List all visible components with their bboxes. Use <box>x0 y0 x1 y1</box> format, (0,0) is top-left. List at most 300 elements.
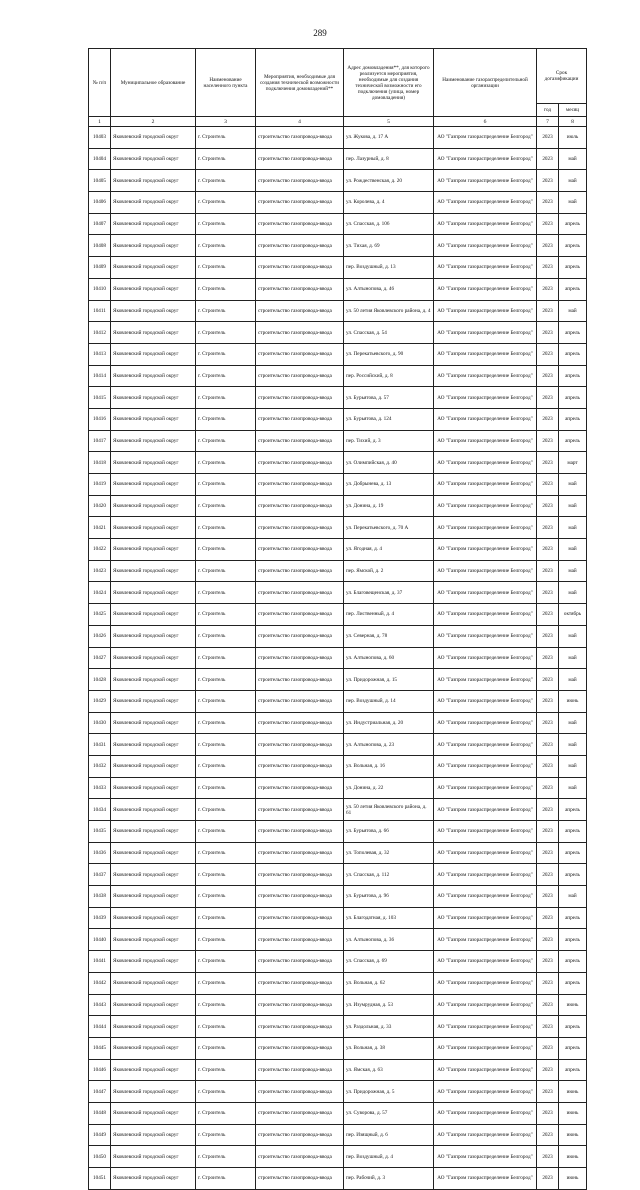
row-municipality: Яковлевский городской округ <box>111 907 196 929</box>
row-number: 10423 <box>89 560 111 582</box>
table-row <box>89 951 587 973</box>
row-month: июнь <box>559 1102 587 1124</box>
row-org: АО "Газпром газораспределение Белгород" <box>434 452 537 474</box>
row-number: 10421 <box>89 517 111 539</box>
row-number: 10417 <box>89 430 111 452</box>
row-measure: строительство газопровода-ввода <box>256 929 344 951</box>
row-address: пер. Лиственный, д. 4 <box>344 604 434 626</box>
row-month: апрель <box>559 408 587 430</box>
row-municipality: Яковлевский городской округ <box>111 799 196 821</box>
row-municipality: Яковлевский городской округ <box>111 192 196 214</box>
row-measure: строительство газопровода-ввода <box>256 951 344 973</box>
row-year: 2023 <box>537 951 559 973</box>
row-org: АО "Газпром газораспределение Белгород" <box>434 777 537 799</box>
row-year: 2023 <box>537 712 559 734</box>
row-municipality: Яковлевский городской округ <box>111 604 196 626</box>
row-measure: строительство газопровода-ввода <box>256 734 344 756</box>
table-row <box>89 257 587 279</box>
table-row <box>89 408 587 430</box>
row-number: 10444 <box>89 1016 111 1038</box>
row-address: ул. Ямская, д. 63 <box>344 1059 434 1081</box>
col-number-1: 1 <box>89 117 111 127</box>
row-address: ул. Бурьятова, д. 57 <box>344 387 434 409</box>
row-number: 10410 <box>89 278 111 300</box>
table-row <box>89 148 587 170</box>
row-address: ул. Алтынопова, д. 60 <box>344 647 434 669</box>
row-month: май <box>559 192 587 214</box>
row-municipality: Яковлевский городской округ <box>111 235 196 257</box>
row-number: 10448 <box>89 1102 111 1124</box>
row-year: 2023 <box>537 1037 559 1059</box>
row-month: апрель <box>559 1059 587 1081</box>
row-year: 2023 <box>537 539 559 561</box>
row-address: ул. 50 летия Яковлевского района, д. 4 <box>344 300 434 322</box>
table-row <box>89 1037 587 1059</box>
row-year: 2023 <box>537 690 559 712</box>
row-number: 10441 <box>89 951 111 973</box>
row-municipality: Яковлевский городской округ <box>111 734 196 756</box>
row-locality: г. Строитель <box>196 1102 256 1124</box>
row-municipality: Яковлевский городской округ <box>111 951 196 973</box>
table-row <box>89 1168 587 1190</box>
row-municipality: Яковлевский городской округ <box>111 1146 196 1168</box>
row-org: АО "Газпром газораспределение Белгород" <box>434 712 537 734</box>
table-row <box>89 235 587 257</box>
row-address: ул. Бурьятова, д. 124 <box>344 408 434 430</box>
row-municipality: Яковлевский городской округ <box>111 647 196 669</box>
row-org: АО "Газпром газораспределение Белгород" <box>434 170 537 192</box>
row-measure: строительство газопровода-ввода <box>256 972 344 994</box>
col-number-4: 4 <box>256 117 344 127</box>
row-measure: строительство газопровода-ввода <box>256 452 344 474</box>
row-measure: строительство газопровода-ввода <box>256 148 344 170</box>
row-measure: строительство газопровода-ввода <box>256 192 344 214</box>
row-month: июнь <box>559 994 587 1016</box>
row-locality: г. Строитель <box>196 647 256 669</box>
row-locality: г. Строитель <box>196 127 256 149</box>
row-number: 10422 <box>89 539 111 561</box>
row-address: ул. Северная, д. 78 <box>344 625 434 647</box>
row-municipality: Яковлевский городской округ <box>111 669 196 691</box>
row-locality: г. Строитель <box>196 604 256 626</box>
table-row <box>89 755 587 777</box>
col-number-8: 8 <box>559 117 587 127</box>
row-measure: строительство газопровода-ввода <box>256 712 344 734</box>
row-month: май <box>559 170 587 192</box>
row-number: 10433 <box>89 777 111 799</box>
table-row <box>89 604 587 626</box>
row-year: 2023 <box>537 1146 559 1168</box>
row-year: 2023 <box>537 1081 559 1103</box>
table-row <box>89 1124 587 1146</box>
row-org: АО "Газпром газораспределение Белгород" <box>434 886 537 908</box>
row-measure: строительство газопровода-ввода <box>256 1168 344 1190</box>
row-month: май <box>559 669 587 691</box>
header-num: № п/п <box>89 49 111 117</box>
row-municipality: Яковлевский городской округ <box>111 1016 196 1038</box>
table-row <box>89 387 587 409</box>
row-measure: строительство газопровода-ввода <box>256 365 344 387</box>
row-municipality: Яковлевский городской округ <box>111 560 196 582</box>
row-year: 2023 <box>537 1102 559 1124</box>
row-address: ул. Спасская, д. 54 <box>344 322 434 344</box>
table-row <box>89 1102 587 1124</box>
row-month: май <box>559 474 587 496</box>
row-org: АО "Газпром газораспределение Белгород" <box>434 343 537 365</box>
row-address: пер. Воздушный, д. 14 <box>344 690 434 712</box>
row-org: АО "Газпром газораспределение Белгород" <box>434 951 537 973</box>
table-row <box>89 343 587 365</box>
row-org: АО "Газпром газораспределение Белгород" <box>434 582 537 604</box>
row-month: апрель <box>559 343 587 365</box>
row-year: 2023 <box>537 278 559 300</box>
row-month: апрель <box>559 951 587 973</box>
row-number: 10428 <box>89 669 111 691</box>
table-row <box>89 474 587 496</box>
row-org: АО "Газпром газораспределение Белгород" <box>434 734 537 756</box>
row-year: 2023 <box>537 127 559 149</box>
table-row <box>89 300 587 322</box>
row-month: май <box>559 712 587 734</box>
row-year: 2023 <box>537 452 559 474</box>
row-municipality: Яковлевский городской округ <box>111 712 196 734</box>
header-measures: Мероприятия, необходимые для создания технической возможности подключения домовладений** <box>256 49 344 117</box>
row-number: 10411 <box>89 300 111 322</box>
row-month: май <box>559 300 587 322</box>
row-municipality: Яковлевский городской округ <box>111 257 196 279</box>
row-measure: строительство газопровода-ввода <box>256 1016 344 1038</box>
row-month: март <box>559 452 587 474</box>
row-measure: строительство газопровода-ввода <box>256 907 344 929</box>
row-year: 2023 <box>537 474 559 496</box>
row-locality: г. Строитель <box>196 300 256 322</box>
table-row <box>89 582 587 604</box>
col-number-5: 5 <box>344 117 434 127</box>
row-org: АО "Газпром газораспределение Белгород" <box>434 821 537 843</box>
row-address: пер. Ямской, д. 2 <box>344 560 434 582</box>
row-number: 10443 <box>89 994 111 1016</box>
header-locality: Наименование населенного пункта <box>196 49 256 117</box>
row-year: 2023 <box>537 365 559 387</box>
row-org: АО "Газпром газораспределение Белгород" <box>434 864 537 886</box>
row-measure: строительство газопровода-ввода <box>256 1059 344 1081</box>
row-municipality: Яковлевский городской округ <box>111 365 196 387</box>
row-org: АО "Газпром газораспределение Белгород" <box>434 994 537 1016</box>
row-address: пер. Воздушный, д. 13 <box>344 257 434 279</box>
row-measure: строительство газопровода-ввода <box>256 1124 344 1146</box>
col-number-6: 6 <box>434 117 537 127</box>
row-measure: строительство газопровода-ввода <box>256 647 344 669</box>
row-measure: строительство газопровода-ввода <box>256 474 344 496</box>
row-municipality: Яковлевский городской округ <box>111 1037 196 1059</box>
row-address: ул. Жукова, д. 17 А <box>344 127 434 149</box>
row-measure: строительство газопровода-ввода <box>256 517 344 539</box>
table-row <box>89 278 587 300</box>
row-month: май <box>559 560 587 582</box>
row-year: 2023 <box>537 495 559 517</box>
row-municipality: Яковлевский городской округ <box>111 777 196 799</box>
row-number: 10447 <box>89 1081 111 1103</box>
row-month: июль <box>559 127 587 149</box>
row-org: АО "Газпром газораспределение Белгород" <box>434 907 537 929</box>
row-municipality: Яковлевский городской округ <box>111 517 196 539</box>
row-month: апрель <box>559 799 587 821</box>
row-year: 2023 <box>537 972 559 994</box>
row-address: ул. 50 летия Яковлевского района, д. 61 <box>344 799 434 821</box>
row-municipality: Яковлевский городской округ <box>111 625 196 647</box>
table-row <box>89 1081 587 1103</box>
row-measure: строительство газопровода-ввода <box>256 127 344 149</box>
row-address: ул. Добрынева, д. 13 <box>344 474 434 496</box>
row-locality: г. Строитель <box>196 517 256 539</box>
row-number: 10427 <box>89 647 111 669</box>
row-number: 10451 <box>89 1168 111 1190</box>
row-municipality: Яковлевский городской округ <box>111 1081 196 1103</box>
row-measure: строительство газопровода-ввода <box>256 343 344 365</box>
row-municipality: Яковлевский городской округ <box>111 821 196 843</box>
row-locality: г. Строитель <box>196 582 256 604</box>
row-locality: г. Строитель <box>196 712 256 734</box>
table-row <box>89 192 587 214</box>
row-month: апрель <box>559 278 587 300</box>
row-number: 10404 <box>89 148 111 170</box>
row-year: 2023 <box>537 1016 559 1038</box>
row-measure: строительство газопровода-ввода <box>256 322 344 344</box>
row-year: 2023 <box>537 799 559 821</box>
row-address: ул. Перекатьевского, д. 90 <box>344 343 434 365</box>
row-org: АО "Газпром газораспределение Белгород" <box>434 842 537 864</box>
row-year: 2023 <box>537 148 559 170</box>
header-month: месяц <box>559 104 587 117</box>
row-year: 2023 <box>537 821 559 843</box>
row-locality: г. Строитель <box>196 951 256 973</box>
table-row <box>89 647 587 669</box>
row-municipality: Яковлевский городской округ <box>111 343 196 365</box>
row-org: АО "Газпром газораспределение Белгород" <box>434 972 537 994</box>
table-row <box>89 213 587 235</box>
row-municipality: Яковлевский городской округ <box>111 886 196 908</box>
row-locality: г. Строитель <box>196 1081 256 1103</box>
table-row <box>89 972 587 994</box>
row-month: апрель <box>559 257 587 279</box>
row-measure: строительство газопровода-ввода <box>256 690 344 712</box>
row-month: апрель <box>559 1037 587 1059</box>
row-number: 10420 <box>89 495 111 517</box>
row-month: апрель <box>559 1016 587 1038</box>
table-row <box>89 1146 587 1168</box>
row-locality: г. Строитель <box>196 799 256 821</box>
row-locality: г. Строитель <box>196 755 256 777</box>
row-number: 10440 <box>89 929 111 951</box>
table-row <box>89 886 587 908</box>
row-month: апрель <box>559 322 587 344</box>
row-year: 2023 <box>537 734 559 756</box>
row-address: пер. Лазурный, д. 8 <box>344 148 434 170</box>
row-measure: строительство газопровода-ввода <box>256 755 344 777</box>
row-number: 10416 <box>89 408 111 430</box>
table-row <box>89 712 587 734</box>
row-address: пер. Воздушный, д. 4 <box>344 1146 434 1168</box>
row-year: 2023 <box>537 517 559 539</box>
header-term: Срок догазификации <box>537 49 587 104</box>
row-municipality: Яковлевский городской округ <box>111 495 196 517</box>
row-locality: г. Строитель <box>196 929 256 951</box>
row-number: 10413 <box>89 343 111 365</box>
row-municipality: Яковлевский городской округ <box>111 300 196 322</box>
row-year: 2023 <box>537 842 559 864</box>
row-year: 2023 <box>537 907 559 929</box>
row-municipality: Яковлевский городской округ <box>111 127 196 149</box>
row-month: июнь <box>559 1146 587 1168</box>
table-row <box>89 690 587 712</box>
row-month: апрель <box>559 864 587 886</box>
row-measure: строительство газопровода-ввода <box>256 1102 344 1124</box>
row-locality: г. Строитель <box>196 192 256 214</box>
row-org: АО "Газпром газораспределение Белгород" <box>434 278 537 300</box>
row-month: апрель <box>559 430 587 452</box>
row-number: 10429 <box>89 690 111 712</box>
row-locality: г. Строитель <box>196 669 256 691</box>
row-number: 10418 <box>89 452 111 474</box>
row-address: ул. Донина, д. 22 <box>344 777 434 799</box>
row-number: 10435 <box>89 821 111 843</box>
row-org: АО "Газпром газораспределение Белгород" <box>434 560 537 582</box>
row-measure: строительство газопровода-ввода <box>256 495 344 517</box>
row-number: 10406 <box>89 192 111 214</box>
row-measure: строительство газопровода-ввода <box>256 799 344 821</box>
row-address: ул. Алтынопова, д. 23 <box>344 734 434 756</box>
table-row <box>89 560 587 582</box>
row-number: 10450 <box>89 1146 111 1168</box>
row-org: АО "Газпром газораспределение Белгород" <box>434 127 537 149</box>
row-address: ул. Благодатная, д. 103 <box>344 907 434 929</box>
row-address: пер. Тихий, д. 3 <box>344 430 434 452</box>
row-number: 10434 <box>89 799 111 821</box>
row-measure: строительство газопровода-ввода <box>256 669 344 691</box>
row-locality: г. Строитель <box>196 170 256 192</box>
row-municipality: Яковлевский городской округ <box>111 1168 196 1190</box>
row-org: АО "Газпром газораспределение Белгород" <box>434 669 537 691</box>
table-row <box>89 929 587 951</box>
row-number: 10414 <box>89 365 111 387</box>
header-address: Адрес домовладения**, для которого реализуется мероприятия, необходимые для создания технической возможности его подключения (улица, номер домовладения) <box>344 49 434 117</box>
row-org: АО "Газпром газораспределение Белгород" <box>434 1016 537 1038</box>
row-org: АО "Газпром газораспределение Белгород" <box>434 929 537 951</box>
row-municipality: Яковлевский городской округ <box>111 842 196 864</box>
row-measure: строительство газопровода-ввода <box>256 1081 344 1103</box>
row-locality: г. Строитель <box>196 452 256 474</box>
row-address: ул. Вольная, д. 38 <box>344 1037 434 1059</box>
row-municipality: Яковлевский городской округ <box>111 1124 196 1146</box>
row-year: 2023 <box>537 864 559 886</box>
row-address: ул. Раздольная, д. 33 <box>344 1016 434 1038</box>
row-municipality: Яковлевский городской округ <box>111 929 196 951</box>
row-org: АО "Газпром газораспределение Белгород" <box>434 1124 537 1146</box>
row-year: 2023 <box>537 322 559 344</box>
row-number: 10430 <box>89 712 111 734</box>
row-locality: г. Строитель <box>196 408 256 430</box>
row-address: ул. Суворова, д. 57 <box>344 1102 434 1124</box>
row-locality: г. Строитель <box>196 560 256 582</box>
row-year: 2023 <box>537 625 559 647</box>
row-month: май <box>559 582 587 604</box>
row-municipality: Яковлевский городской округ <box>111 170 196 192</box>
row-month: май <box>559 539 587 561</box>
row-measure: строительство газопровода-ввода <box>256 1037 344 1059</box>
row-number: 10426 <box>89 625 111 647</box>
row-locality: г. Строитель <box>196 777 256 799</box>
row-locality: г. Строитель <box>196 322 256 344</box>
row-measure: строительство газопровода-ввода <box>256 408 344 430</box>
row-number: 10424 <box>89 582 111 604</box>
row-year: 2023 <box>537 343 559 365</box>
row-locality: г. Строитель <box>196 387 256 409</box>
row-address: ул. Спасская, д. 106 <box>344 213 434 235</box>
row-address: ул. Тополевая, д. 32 <box>344 842 434 864</box>
row-locality: г. Строитель <box>196 343 256 365</box>
row-org: АО "Газпром газораспределение Белгород" <box>434 539 537 561</box>
header-year: год <box>537 104 559 117</box>
row-municipality: Яковлевский городской округ <box>111 430 196 452</box>
row-measure: строительство газопровода-ввода <box>256 560 344 582</box>
row-measure: строительство газопровода-ввода <box>256 213 344 235</box>
row-number: 10412 <box>89 322 111 344</box>
row-locality: г. Строитель <box>196 1059 256 1081</box>
table-row <box>89 734 587 756</box>
row-org: АО "Газпром газораспределение Белгород" <box>434 517 537 539</box>
row-number: 10439 <box>89 907 111 929</box>
table-row <box>89 127 587 149</box>
row-month: апрель <box>559 972 587 994</box>
row-number: 10403 <box>89 127 111 149</box>
table-row <box>89 907 587 929</box>
row-org: АО "Газпром газораспределение Белгород" <box>434 365 537 387</box>
row-address: ул. Изумрудная, д. 53 <box>344 994 434 1016</box>
row-month: апрель <box>559 842 587 864</box>
row-address: ул. Перекатьевского, д. 70 А <box>344 517 434 539</box>
row-locality: г. Строитель <box>196 1168 256 1190</box>
row-org: АО "Газпром газораспределение Белгород" <box>434 604 537 626</box>
row-month: май <box>559 625 587 647</box>
row-year: 2023 <box>537 1124 559 1146</box>
table-body <box>89 127 587 1190</box>
row-org: АО "Газпром газораспределение Белгород" <box>434 474 537 496</box>
row-month: июнь <box>559 1124 587 1146</box>
table-row <box>89 1059 587 1081</box>
row-locality: г. Строитель <box>196 994 256 1016</box>
row-municipality: Яковлевский городской округ <box>111 864 196 886</box>
row-address: ул. Тихая, д. 69 <box>344 235 434 257</box>
row-address: ул. Алтынопова, д. 46 <box>344 278 434 300</box>
row-month: июнь <box>559 1168 587 1190</box>
header-municipality: Муниципальное образование <box>111 49 196 117</box>
row-address: ул. Спасская, д. 112 <box>344 864 434 886</box>
row-year: 2023 <box>537 929 559 951</box>
table-row <box>89 322 587 344</box>
row-org: АО "Газпром газораспределение Белгород" <box>434 1037 537 1059</box>
row-measure: строительство газопровода-ввода <box>256 994 344 1016</box>
row-address: ул. Вольная, д. 16 <box>344 755 434 777</box>
row-year: 2023 <box>537 257 559 279</box>
row-municipality: Яковлевский городской округ <box>111 278 196 300</box>
row-locality: г. Строитель <box>196 1124 256 1146</box>
header-org: Наименование газораспределительной организации <box>434 49 537 117</box>
row-number: 10405 <box>89 170 111 192</box>
row-measure: строительство газопровода-ввода <box>256 387 344 409</box>
row-address: ул. Благовещенская, д. 37 <box>344 582 434 604</box>
row-number: 10431 <box>89 734 111 756</box>
row-municipality: Яковлевский городской округ <box>111 1059 196 1081</box>
